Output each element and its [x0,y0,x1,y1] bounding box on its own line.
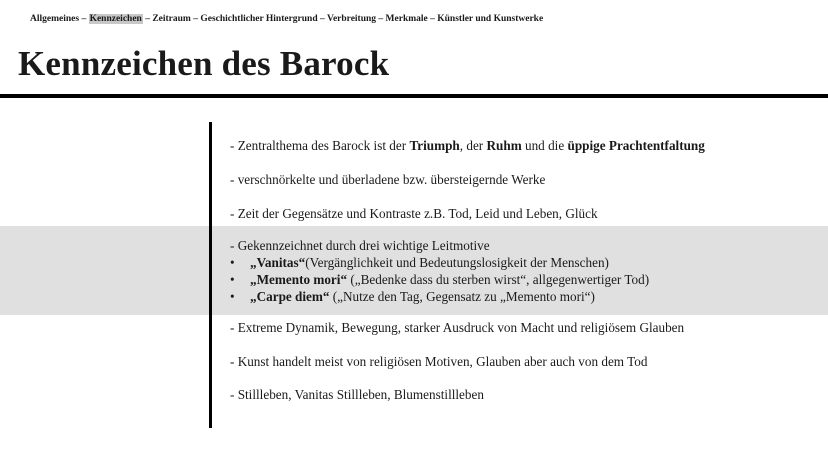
point-bold-prachtentfaltung: üppige Prachtentfaltung [567,138,705,153]
nav-separator: – [430,14,438,24]
point-text: - Zentralthema des Barock ist der [230,138,410,153]
point-zentralthema [230,138,705,154]
nav-item-geschichtlicher-hintergrund[interactable]: Geschichtlicher Hintergrund [200,14,318,24]
point-stillleben: - Stillleben, Vanitas Stillleben, Blumenstillleben [230,387,484,402]
point-text: , der [459,138,487,153]
motive-desc: (Vergänglichkeit und Bedeutungslosigkeit der Menschen) [305,255,609,270]
nav-item-allgemeines[interactable]: Allgemeines [30,14,80,24]
nav-separator: – [193,14,201,24]
list-item [230,288,649,305]
nav-separator: – [319,14,327,24]
page-title: Kennzeichen des Barock [18,44,390,83]
list-item [230,254,649,271]
nav-item-merkmale[interactable]: Merkmale [385,14,428,24]
leitmotive-intro: - Gekennzeichnet durch drei wichtige Leitmotive [230,238,490,253]
point-text: und die [521,138,568,153]
bullet-icon: • [230,272,235,287]
motive-name: „Memento mori“ [250,272,348,287]
title-divider [0,94,828,98]
content-vertical-rule [209,122,212,428]
bullet-icon: • [230,255,235,270]
bullet-icon: • [230,289,235,304]
motive-name: „Vanitas“ [250,255,306,270]
point-religioese-motive: - Kunst handelt meist von religiösen Motiven, Glauben aber auch von dem Tod [230,354,648,369]
point-gegensaetze: - Zeit der Gegensätze und Kontraste z.B. Tod, Leid und Leben, Glück [230,206,598,221]
nav-item-kuenstler-und-kunstwerke[interactable]: Künstler und Kunstwerke [437,14,544,24]
nav-separator: – [378,14,386,24]
point-leitmotive [230,237,649,305]
nav-item-kennzeichen[interactable]: Kennzeichen [89,14,142,24]
list-item [230,271,649,288]
point-bold-ruhm: Ruhm [486,138,522,153]
nav-item-zeitraum[interactable]: Zeitraum [152,14,191,24]
motive-desc: („Bedenke dass du sterben wirst“, allgegenwertiger Tod) [347,272,650,287]
motive-desc: („Nutze den Tag, Gegensatz zu „Memento mori“) [329,289,595,304]
point-dynamik: - Extreme Dynamik, Bewegung, starker Ausdruck von Macht und religiösem Glauben [230,320,685,335]
top-navigation [30,14,543,24]
point-bold-triumph: Triumph [409,138,460,153]
nav-separator: – [145,14,153,24]
nav-item-verbreitung[interactable]: Verbreitung [326,14,377,24]
nav-separator: – [81,14,89,24]
leitmotive-list [230,254,649,305]
point-verschnoerkelt: - verschnörkelte und überladene bzw. übersteigernde Werke [230,172,546,187]
motive-name: „Carpe diem“ [250,289,330,304]
